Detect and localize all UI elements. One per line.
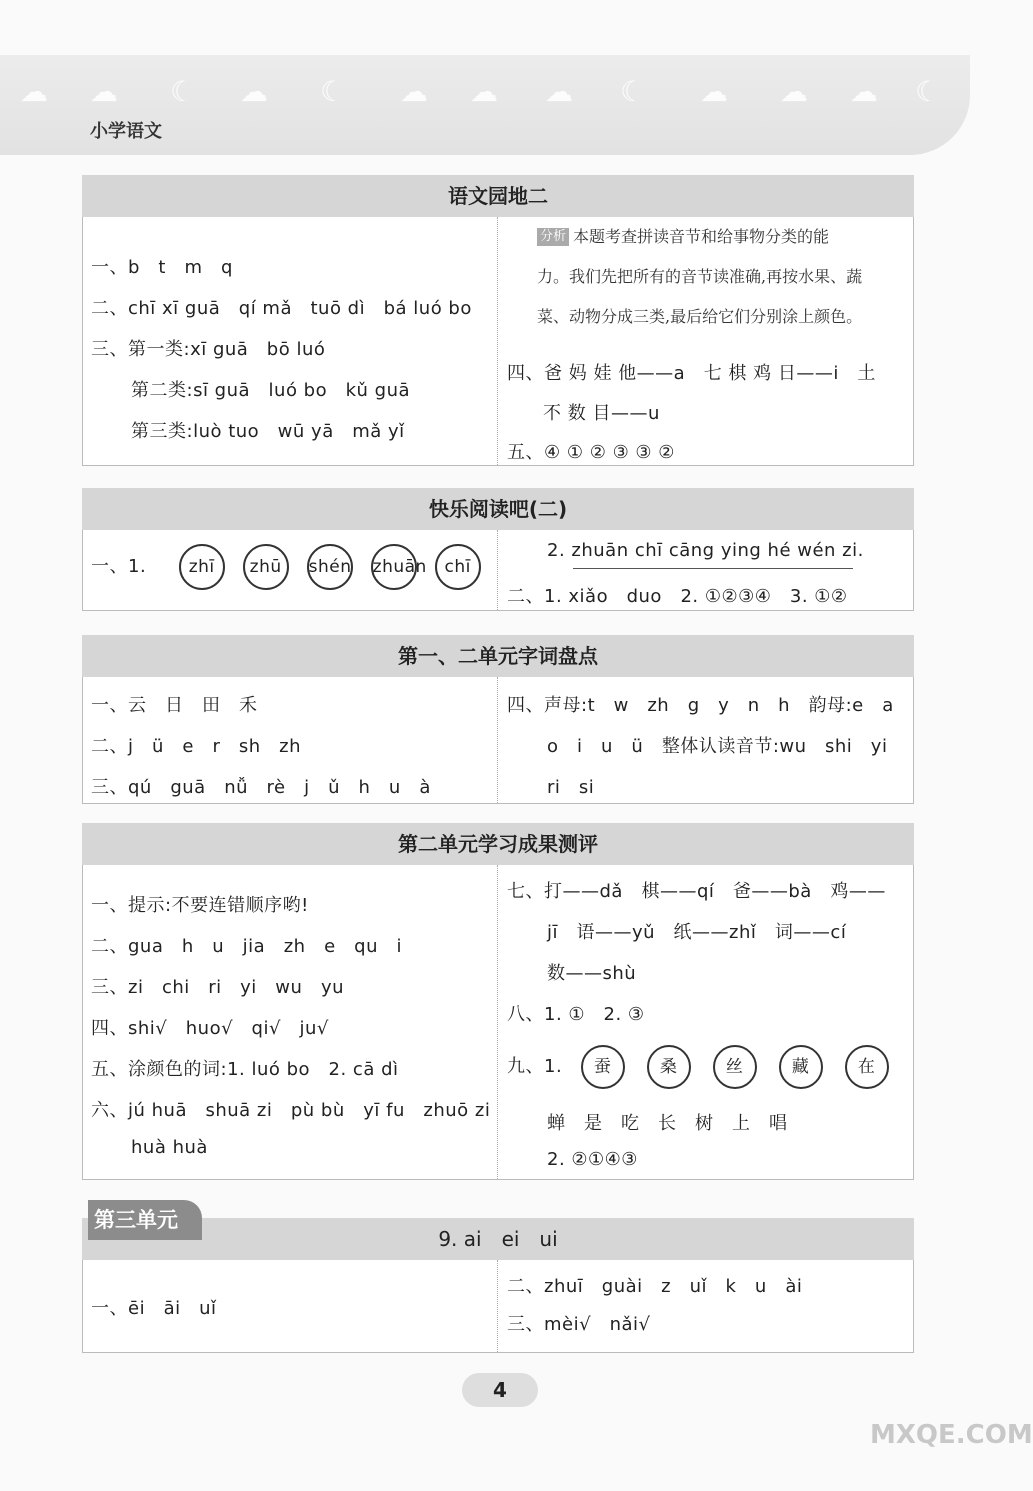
answer-line: 2. ②①④③ [547,1149,638,1170]
circled-syllable: chī [435,544,481,590]
answer-line: 六、jú huā shuā zi pù bù yī fu zhuō zi [91,1100,491,1121]
answer-line: 三、qú guā nǚ rè j ǔ h u à [91,777,431,798]
moon-icon: ☾ [620,75,646,108]
moon-icon: ☾ [320,75,346,108]
answer-line: 一、云 日 田 禾 [91,695,258,716]
circled-character: 丝 [713,1045,757,1089]
section-body [82,865,914,1180]
answer-line: 八、1. ① 2. ③ [507,1004,645,1025]
circled-syllable: shén [307,544,353,590]
section-unit2-assessment [82,823,914,1180]
answer-line: 一、b t m q [91,257,233,278]
answer-line: 不 数 目——u [543,403,660,424]
underline [573,568,853,569]
answer-line: 三、zi chi ri yi wu yu [91,977,344,998]
section-body [82,530,914,611]
column-divider [497,217,498,465]
analysis-tag: 分析 [537,228,569,246]
section-body [82,1260,914,1353]
page-number: 4 [462,1373,538,1407]
answer-line: 二、1. xiǎo duo 2. ①②③④ 3. ①② [507,586,848,607]
section-kuaile-yuedu [82,488,914,611]
answer-line: 五、④ ① ② ③ ③ ② [507,442,675,463]
column-divider [497,865,498,1179]
section-title: 第二单元学习成果测评 [82,823,914,865]
column-divider [497,677,498,803]
answer-line: o i u ü 整体认读音节:wu shi yi [547,736,888,757]
column-divider [497,1260,498,1352]
answer-line: 七、打——dǎ 棋——qí 爸——bà 鸡—— [507,881,886,902]
cloud-icon: ☁ [400,75,428,108]
cloud-icon: ☁ [470,75,498,108]
cloud-icon: ☁ [850,75,878,108]
moon-icon: ☾ [915,75,941,108]
circled-character: 蚕 [581,1045,625,1089]
answer-line: 数——shù [547,963,637,984]
analysis-text: 本题考查拼读音节和给事物分类的能 [573,227,830,246]
circled-character: 藏 [779,1045,823,1089]
answer-line: huà huà [131,1137,208,1158]
section-zici-pandian [82,635,914,804]
circled-syllable: zhī [179,544,225,590]
analysis-text: 力。我们先把所有的音节读准确,再按水果、蔬 [537,267,863,286]
answer-line: jī 语——yǔ 纸——zhǐ 词——cí [547,922,847,943]
moon-icon: ☾ [170,75,196,108]
section-title: 第一、二单元字词盘点 [82,635,914,677]
answer-line: 五、涂颜色的词:1. luó bo 2. cā dì [91,1059,399,1080]
watermark: MXQE.COM [870,1420,1033,1450]
question-number: 一、1. [91,556,147,577]
cloud-icon: ☁ [700,75,728,108]
answer-line: 四、shi√ huo√ qi√ ju√ [91,1018,329,1039]
cloud-icon: ☁ [545,75,573,108]
subject-label: 小学语文 [90,121,162,142]
cloud-icon: ☁ [90,75,118,108]
section-title: 快乐阅读吧(二) [82,488,914,530]
unit-tag: 第三单元 [88,1200,202,1240]
circled-syllable: zhū [243,544,289,590]
answer-line: ri si [547,777,595,798]
section-title: 9. ai ei ui [82,1218,914,1260]
analysis-block [537,217,829,256]
answer-line: 三、第一类:xī guā bō luó [91,339,326,360]
answer-line: 第二类:sī guā luó bo kǔ guā [131,380,411,401]
cloud-icon: ☁ [240,75,268,108]
answer-line: 一、提示:不要连错顺序哟! [91,895,309,916]
section-yuwen-yuandi-2 [82,175,914,466]
cloud-icon: ☁ [20,75,48,108]
question-number: 九、1. [507,1056,563,1077]
answer-line: 二、j ü e r sh zh [91,736,302,757]
answer-line: 四、爸 妈 娃 他——a 七 棋 鸡 日——i 土 [507,363,876,384]
answer-line: 第三类:luò tuo wū yā mǎ yǐ [131,421,405,442]
answer-line: 二、zhuī guài z uǐ k u ài [507,1276,803,1297]
cloud-icon: ☁ [780,75,808,108]
answer-line: 三、mèi√ nǎi√ [507,1314,651,1335]
answer-line: 蝉 是 吃 长 树 上 唱 [547,1113,788,1134]
answer-line: 四、声母:t w zh g y n h 韵母:e a [507,695,894,716]
answer-line [507,1045,911,1089]
answer-line: 一、ēi āi uǐ [91,1298,217,1319]
section-body [82,677,914,804]
answer-line: 二、chī xī guā qí mǎ tuō dì bá luó bo [91,298,472,319]
circled-character: 在 [845,1045,889,1089]
answer-line: 2. zhuān chī cāng ying hé wén zi. [547,540,864,561]
section-title: 语文园地二 [82,175,914,217]
circled-syllable: zhuān [371,544,417,590]
circled-character: 桑 [647,1045,691,1089]
section-ai-ei-ui [82,1218,914,1353]
answer-line [91,544,499,590]
answer-line: 二、gua h u jia zh e qu i [91,936,402,957]
analysis-text: 菜、动物分成三类,最后给它们分别涂上颜色。 [537,307,863,326]
section-body [82,217,914,466]
